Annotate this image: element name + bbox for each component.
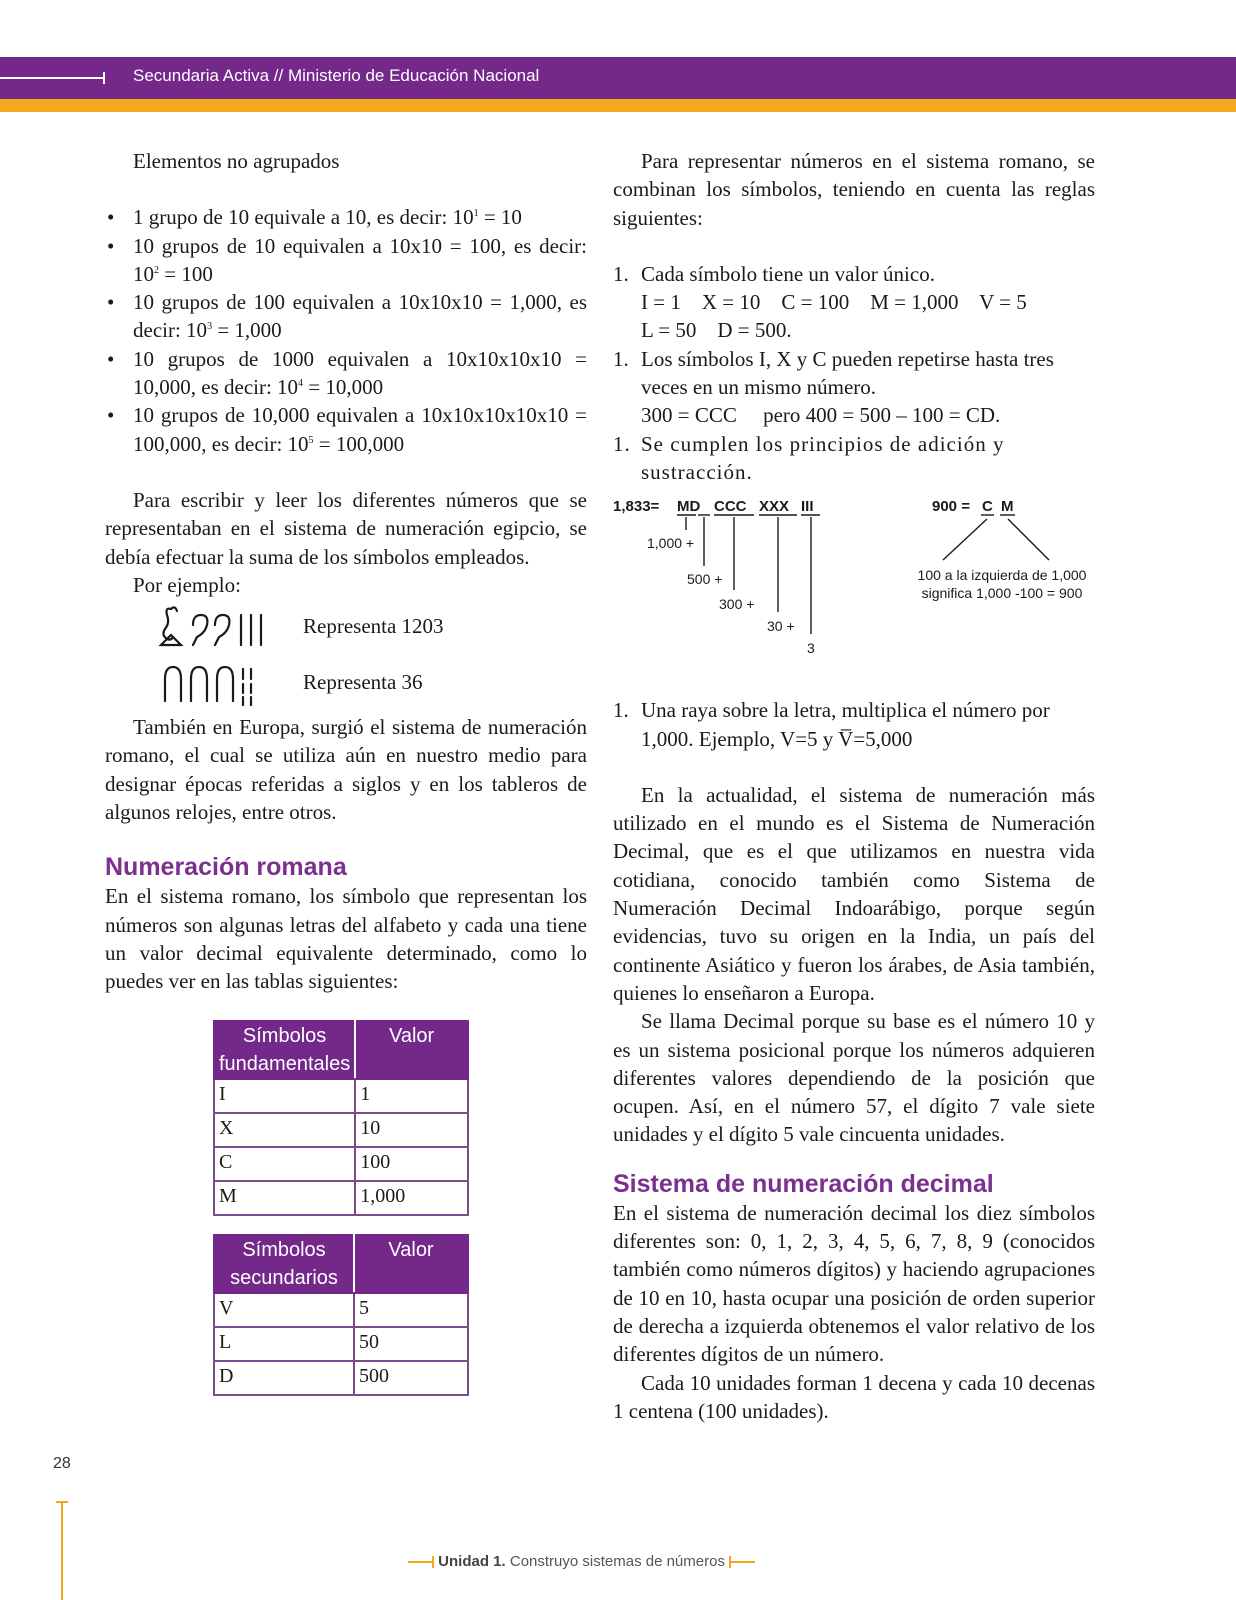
section-title-roman: Numeración romana: [105, 853, 347, 882]
diagram-group-iii: III: [801, 498, 814, 516]
table-header: Símbolos secundarios: [214, 1235, 354, 1293]
list-item: • 10 grupos de 100 equivalen a 10x10x10 = 1,000, es decir: $10^3 = 1,000$: [105, 288, 587, 345]
section-title-decimal: Sistema de numeración decimal: [613, 1169, 994, 1198]
roman-numeral-diagram: [607, 486, 1095, 696]
footer-vertical-rule: [61, 1502, 63, 1600]
table-cell: I: [214, 1079, 355, 1113]
header-stripe: [0, 99, 1236, 112]
table-cell: 1: [355, 1079, 468, 1113]
table-cell: X: [214, 1113, 355, 1147]
secondary-symbols-table: [213, 1234, 469, 1396]
diagram-right-m: M: [1001, 498, 1014, 516]
fundamental-symbols-table: [213, 1020, 469, 1216]
table-row: [214, 1147, 468, 1181]
left-column: [105, 147, 587, 1396]
diagram-group-xxx: XXX: [759, 498, 790, 516]
footer-unit-title: Construyo sistemas de números: [509, 1553, 725, 1570]
rules-list: [613, 260, 1095, 486]
rules-list-continued: [613, 696, 1095, 753]
table-cell: 500: [354, 1361, 468, 1395]
rules-intro: Para representar números en el sistema romano, se combinan los símbolos, teniendo en cuenta las reglas siguientes:: [613, 149, 1095, 230]
table-cell: 10: [355, 1113, 468, 1147]
table-cell: 100: [355, 1147, 468, 1181]
egyptian-lotus-ropes-strokes-icon: [153, 601, 269, 660]
example-text-36: Representa 36: [303, 670, 423, 695]
table-row: [214, 1327, 468, 1361]
roman-paragraph: En el sistema romano, los símbolo que representan los números son algunas letras del alfabeto y cada una tiene un valor decimal equivalente determinado, como lo puedes ver en las tablas siguientes:: [105, 884, 587, 994]
table-cell: L: [214, 1327, 354, 1361]
list-item: • 10 grupos de 10,000 equivalen a 10x10x10x10x10 = 100,000, es decir: $10^5 = 100,000$: [105, 401, 587, 458]
list-item: • 10 grupos de 1000 equivalen a 10x10x10x10 = 10,000, es decir: $10^4 = 10,000$: [105, 345, 587, 402]
table-cell: 1,000: [355, 1181, 468, 1215]
table-row: [214, 1361, 468, 1395]
table-header: Valor: [355, 1021, 468, 1079]
example-row: [105, 599, 587, 655]
diagram-part-3: 3: [807, 640, 815, 657]
table-cell: 50: [354, 1327, 468, 1361]
table-row: [214, 1113, 468, 1147]
diagram-left-label: 1,833=: [613, 498, 660, 516]
egyptian-heel-bones-strokes-icon: [153, 657, 269, 716]
diagram-right-c: C: [982, 498, 993, 516]
table-cell: 5: [354, 1293, 468, 1327]
diagram-part-500: 500 +: [687, 571, 723, 588]
list-item: • 1 grupo de 10 equivale a 10, es decir: $10^1 = 10$: [105, 203, 587, 231]
table-cell: D: [214, 1361, 354, 1395]
example-row: [105, 655, 587, 711]
diagram-note-line1: 100 a la izquierda de 1,000: [917, 567, 1087, 584]
table-header: Símbolos fundamentales: [214, 1021, 355, 1079]
table-cell: V: [214, 1293, 354, 1327]
table-cell: M: [214, 1181, 355, 1215]
list-item: 1. Una raya sobre la letra, multiplica el número por 1,000. Ejemplo, V=5 y V̅=5,000: [613, 698, 1050, 751]
header-rule-tick: [103, 72, 105, 84]
diagram-part-1000: 1,000 +: [647, 535, 695, 552]
units-paragraph: Cada 10 unidades forman 1 decena y cada 10 decenas 1 centena (100 unidades).: [613, 1370, 1095, 1423]
egyptian-paragraph: Para escribir y leer los diferentes números que se representaban en el sistema de numeración egipcio, se debía efectuar la suma de los símbolos empleados.: [105, 487, 587, 569]
diagram-right-label: 900 =: [932, 498, 970, 516]
footer-unit-label: Unidad 1.: [438, 1553, 506, 1570]
table-row: [214, 1079, 468, 1113]
diagram-group-ccc: CCC: [714, 498, 747, 516]
table-header: Valor: [354, 1235, 468, 1293]
list-item: • 10 grupos de 10 equivalen a 10x10 = 100, es decir: $10^2 = 100$: [105, 232, 587, 289]
example-text-1203: Representa 1203: [303, 614, 444, 639]
list-item: 1. Los símbolos I, X y C pueden repetirse hasta tres veces en un mismo número. 300 = CCC pero 400 = 500 – 100 = CD.: [613, 346, 1054, 428]
table-row: [214, 1181, 468, 1215]
decimal-symbols-paragraph: En el sistema de numeración decimal los diez símbolos diferentes son: 0, 1, 2, 3, 4, 5, 6, 7, 8, 9 (conocidos también como números dígitos) y haciendo agrupaciones de 10 en 10, hasta ocupar una posición de orden superior de derecha a izquierda obtenemos el valor relativo de los diferentes dígitos de un número.: [613, 1200, 1095, 1367]
elements-heading: Elementos no agrupados: [133, 149, 340, 173]
table-row: [214, 1293, 468, 1327]
footer-bar-right: [729, 1561, 755, 1563]
grouping-list: [105, 203, 587, 458]
diagram-note-line2: significa 1,000 -100 = 900: [921, 585, 1083, 602]
header-rule: [0, 77, 104, 79]
footer-unit: [408, 1553, 755, 1570]
decimal-history-paragraph: En la actualidad, el sistema de numeración más utilizado en el mundo es el Sistema de Numeración Decimal, que es el que utilizamos en nuestra vida cotidiana, conocido también como Sistema de Numeración Decimal Indoarábigo, porque según evidencias, tuvo su origen en la India, un país del continente Asiático y fueron los árabes, de Asia también, quienes lo enseñaron a Europa.: [613, 782, 1095, 1005]
diagram-part-30: 30 +: [767, 618, 795, 635]
decimal-base-paragraph: Se llama Decimal porque su base es el número 10 y es un sistema posicional porque los números adquieren diferentes valores dependiendo de la posición que ocupen. Así, en el número 57, el dígito 7 vale siete unidades y el dígito 5 vale cincuenta unidades.: [613, 1009, 1095, 1147]
diagram-group-md: MD: [677, 498, 701, 516]
footer-bar-left: [408, 1561, 434, 1563]
list-item: 1. Cada símbolo tiene un valor único. I = 1 X = 10 C = 100 M = 1,000 V = 5 L = 50 D = 500.: [613, 261, 1027, 343]
right-column: [613, 147, 1095, 1425]
table-cell: C: [214, 1147, 355, 1181]
diagram-part-300: 300 +: [719, 596, 755, 613]
header-title: Secundaria Activa // Ministerio de Educación Nacional: [133, 66, 540, 85]
example-label: Por ejemplo:: [133, 572, 241, 597]
page-number: 28: [53, 1455, 71, 1472]
list-item: 1. Se cumplen los principios de adición y sustracción.: [613, 431, 1005, 484]
europe-paragraph: También en Europa, surgió el sistema de numeración romano, el cual se utiliza aún en nuestro medio para designar épocas referidas a siglos y en los tableros de algunos relojes, entre otros.: [105, 715, 587, 825]
